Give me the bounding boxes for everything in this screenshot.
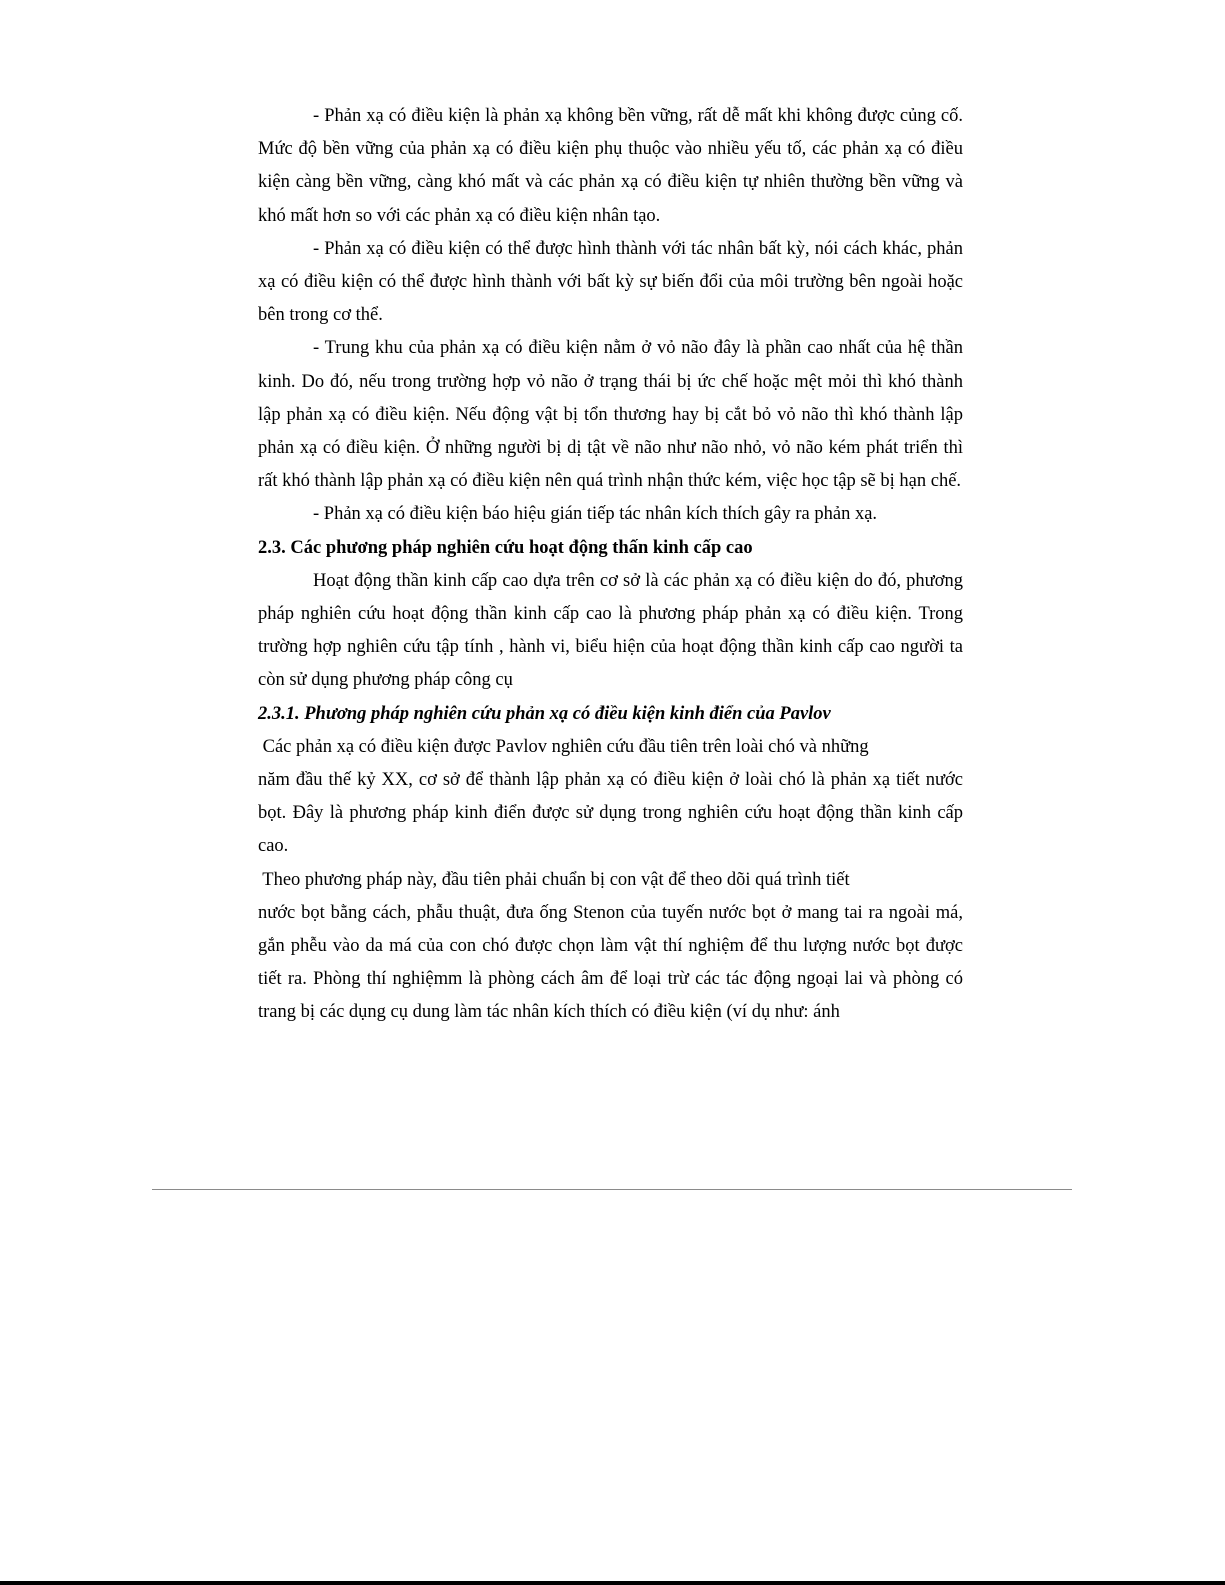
paragraph-pavlov-line1: Các phản xạ có điều kiện được Pavlov nghiên cứu đầu tiên trên loài chó và những: [258, 736, 869, 757]
paragraph-method-line1: Theo phương pháp này, đầu tiên phải chuẩn bị con vật để theo dõi quá trình tiết: [258, 869, 850, 890]
page-divider: [152, 1189, 1072, 1190]
paragraph-cortex-center: - Trung khu của phản xạ có điều kiện nằm ở vỏ não đây là phần cao nhất của hệ thần kinh. Do đó, nếu trong trường hợp vỏ não ở trạng thái bị ức chế hoặc mệt mỏi thì khó thành lập phản xạ có điều kiện. Nếu động vật bị tổn thương hay bị cắt bỏ vỏ não thì khó thành lập phản xạ có điều kiện. Ở những người bị dị tật về não như não nhỏ, vỏ não kém phát triển thì rất khó thành lập phản xạ có điều kiện nên quá trình nhận thức kém, việc học tập sẽ bị hạn chế.: [258, 338, 963, 492]
paragraph-indirect-signal: - Phản xạ có điều kiện báo hiệu gián tiếp tác nhân kích thích gây ra phản xạ.: [313, 504, 878, 525]
paragraph-unstable-reflex: - Phản xạ có điều kiện là phản xạ không bền vững, rất dễ mất khi không được củng cố. Mức độ bền vững của phản xạ có điều kiện phụ thuộc vào nhiều yếu tố, các phản xạ có điều kiện càng bền vững, càng khó mất và các phản xạ có điều kiện tự nhiên thường bền vững và khó mất hơn so với các phản xạ có điều kiện nhân tạo.: [258, 106, 963, 226]
section-heading-2-3-1: 2.3.1. Phương pháp nghiên cứu phản xạ có điều kiện kinh điển của Pavlov: [258, 703, 831, 724]
paragraph-research-methods: Hoạt động thần kinh cấp cao dựa trên cơ sở là các phản xạ có điều kiện do đó, phương pháp nghiên cứu hoạt động thần kinh cấp cao là phương pháp phản xạ có điều kiện. Trong trường hợp nghiên cứu tập tính , hành vi, biểu hiện của hoạt động thần kinh cấp cao người ta còn sử dụng phương pháp công cụ: [258, 570, 963, 691]
document-body: [258, 100, 963, 1030]
paragraph-any-stimulus: - Phản xạ có điều kiện có thể được hình thành với tác nhân bất kỳ, nói cách khác, phản xạ có điều kiện có thể được hình thành với bất kỳ sự biến đổi của môi trường bên ngoài hoặc bên trong cơ thể.: [258, 238, 963, 326]
paragraph-method-rest: nước bọt bằng cách, phẫu thuật, đưa ống Stenon của tuyến nước bọt ở mang tai ra ngoài má, gắn phễu vào da má của con chó được chọn làm vật thí nghiệm để thu lượng nước bọt được tiết ra. Phòng thí nghiệmm là phòng cách âm để loại trừ các tác động ngoại lai và phòng có trang bị các dụng cụ dung làm tác nhân kích thích có điều kiện (ví dụ như: ánh: [258, 902, 963, 1023]
paragraph-pavlov-rest: năm đầu thế kỷ XX, cơ sở để thành lập phản xạ có điều kiện ở loài chó là phản xạ tiết nước bọt. Đây là phương pháp kinh điển được sử dụng trong nghiên cứu hoạt động thần kinh cấp cao.: [258, 770, 963, 857]
page-bottom-edge: [0, 1581, 1225, 1585]
section-heading-2-3: 2.3. Các phương pháp nghiên cứu hoạt động thấn kinh cấp cao: [258, 537, 753, 558]
